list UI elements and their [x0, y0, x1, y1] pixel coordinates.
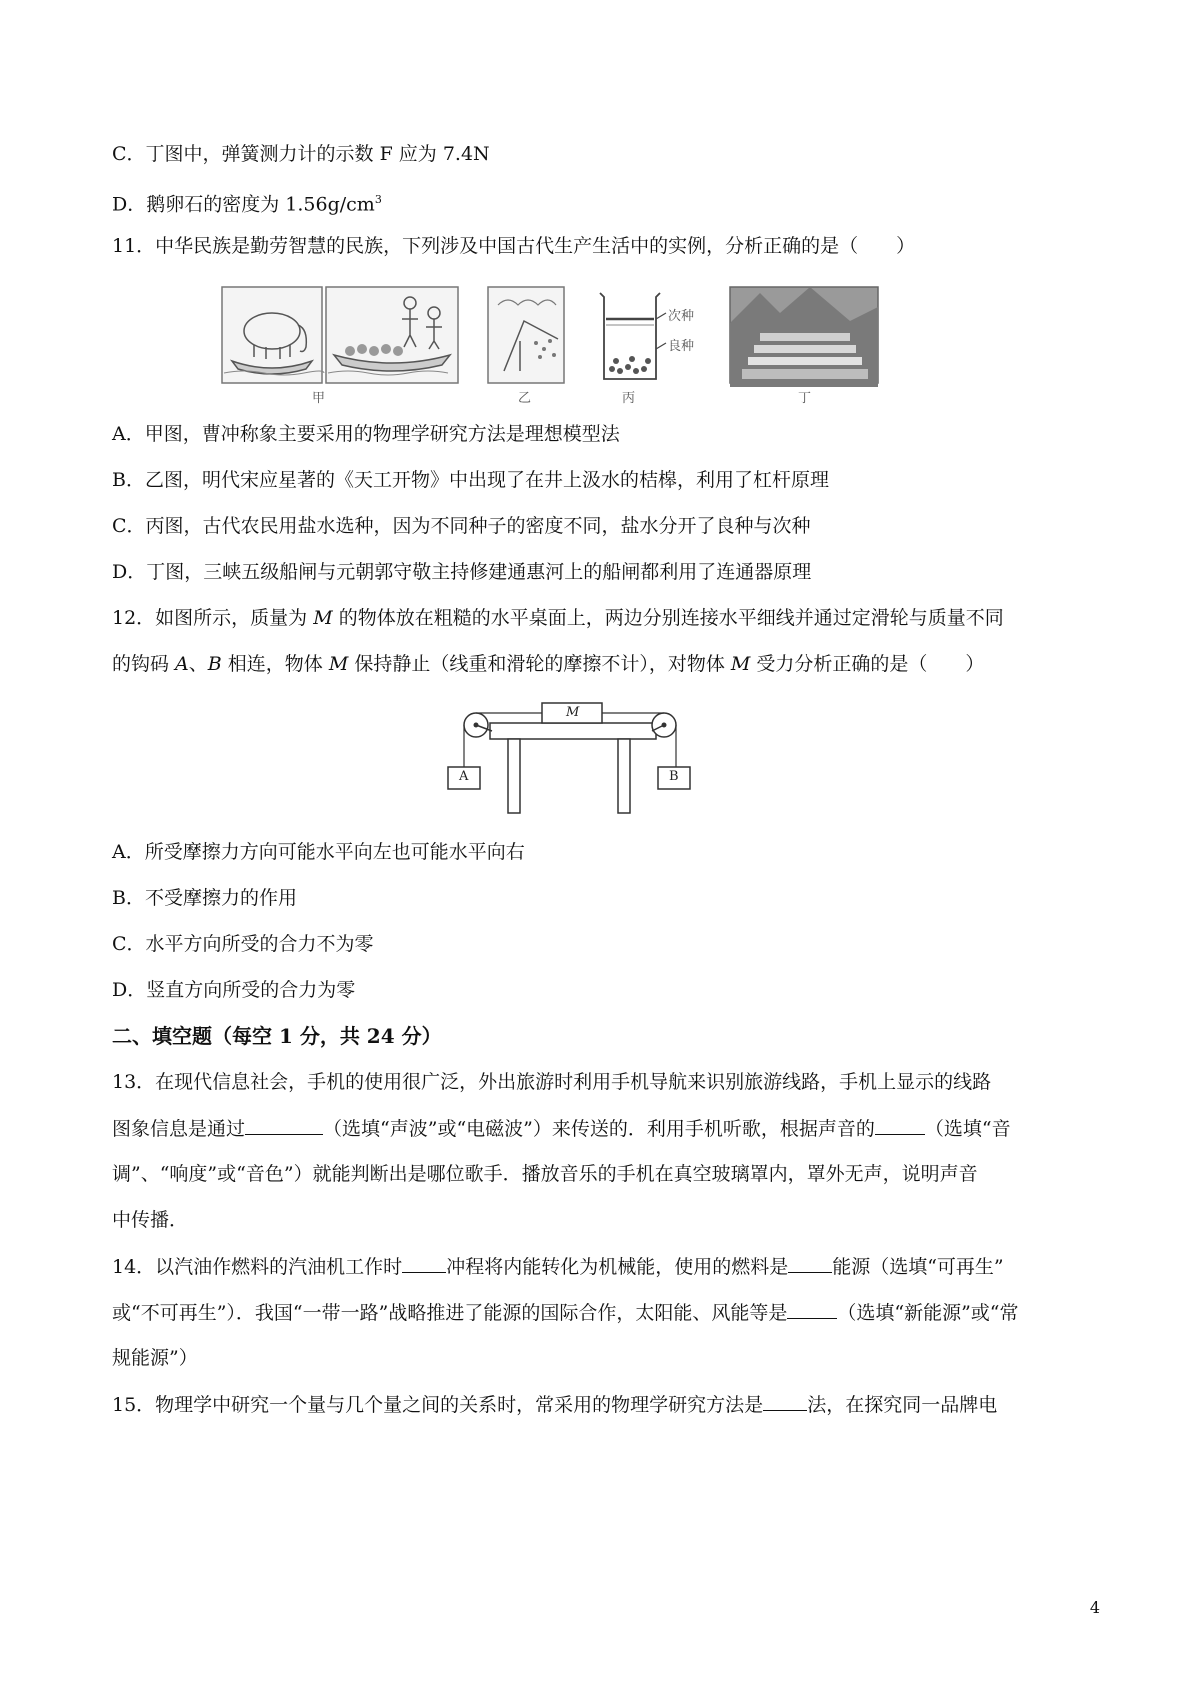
q13-line-2 — [112, 1114, 1011, 1143]
q12-text: 的物体放在粗糙的水平桌面上，两边分别连接水平细线并通过定滑轮与质量不同 — [332, 607, 1004, 629]
q14-text: （选填“新能源”或“常 — [837, 1302, 1019, 1324]
q14-blank-1 — [402, 1252, 446, 1273]
q15-line-1 — [112, 1390, 997, 1419]
dot-icon — [534, 341, 538, 345]
q12-option-c: C．水平方向所受的合力不为零 — [112, 933, 374, 955]
label-pointer-icon — [656, 343, 666, 349]
q12-text: 、 — [188, 653, 208, 675]
q13-line-3: 调”、“响度”或“音色”）就能判断出是哪位歌手．播放音乐的手机在真空玻璃罩内，罩外无声，说明声音 — [112, 1163, 978, 1185]
q12-option-a: A．所受摩擦力方向可能水平向左也可能水平向右 — [112, 841, 525, 863]
q11-option-a: A．甲图，曹冲称象主要采用的物理学研究方法是理想模型法 — [112, 423, 620, 445]
lock-chamber-icon — [748, 357, 862, 365]
q12-text: 保持静止（线重和滑轮的摩擦不计），对物体 — [348, 653, 731, 675]
lock-chamber-icon — [742, 369, 868, 379]
q15-text: 15．物理学中研究一个量与几个量之间的关系时，常采用的物理学研究方法是 — [112, 1394, 764, 1416]
q11-figure — [220, 283, 890, 405]
sunk-seed-icon — [633, 368, 639, 374]
stone-icon — [345, 346, 355, 356]
q10-option-d-sup: 3 — [374, 193, 382, 206]
q12-var-M: M — [313, 607, 333, 629]
sunk-seed-icon — [629, 356, 635, 362]
q12-stem-line-1 — [112, 604, 1004, 632]
q15-text: 法，在探究同一品牌电 — [807, 1394, 998, 1416]
q14-text: 14．以汽油作燃料的汽油机工作时 — [112, 1256, 403, 1278]
q11-label-ding: 丁 — [798, 391, 812, 406]
q14-line-2 — [112, 1298, 1019, 1327]
dot-icon — [542, 347, 546, 351]
stone-icon — [369, 346, 379, 356]
q10-option-d — [112, 186, 382, 218]
q13-line-1: 13．在现代信息社会，手机的使用很广泛，外出旅游时利用手机导航来识别旅游线路，手机上显示的线路 — [112, 1071, 992, 1093]
sunk-seed-icon — [625, 364, 631, 370]
dot-icon — [538, 355, 542, 359]
q11-label-yi: 乙 — [518, 391, 532, 406]
q11-option-c: C．丙图，古代农民用盐水选种，因为不同种子的密度不同，盐水分开了良种与次种 — [112, 515, 811, 537]
q12-text: 受力分析正确的是（ ） — [750, 653, 985, 675]
q14-blank-3 — [787, 1298, 837, 1319]
q12-label-A: A — [459, 769, 469, 784]
q11-label-bing: 丙 — [622, 391, 636, 406]
q14-text: 冲程将内能转化为机械能，使用的燃料是 — [446, 1256, 789, 1278]
q14-line-3: 规能源”） — [112, 1347, 198, 1369]
q11-label-liangzhong: 良种 — [668, 339, 695, 354]
table-leg-right-icon — [618, 739, 630, 813]
sunk-seed-icon — [641, 366, 647, 372]
q12-label-M: M — [566, 705, 580, 720]
q12-option-b: B．不受摩擦力的作用 — [112, 887, 297, 909]
q12-figure — [442, 697, 697, 817]
label-pointer-icon — [656, 313, 666, 319]
lock-chamber-icon — [760, 333, 850, 341]
q13-blank-2 — [875, 1114, 925, 1135]
q10-option-c: C．丁图中，弹簧测力计的示数 F 应为 7.4N — [112, 143, 490, 165]
q11-label-jia: 甲 — [312, 391, 326, 406]
q11-stem: 11．中华民族是勤劳智慧的民族，下列涉及中国古代生产生活中的实例，分析正确的是（ ） — [112, 235, 916, 257]
q12-stem-line-2 — [112, 650, 984, 678]
stone-icon — [393, 346, 403, 356]
lock-chamber-icon — [754, 345, 856, 353]
sunk-seed-icon — [645, 358, 651, 364]
sunk-seed-icon — [609, 366, 615, 372]
section-2-title: 二、填空题（每空 1 分，共 24 分） — [112, 1024, 442, 1048]
q12-var-M: M — [328, 653, 349, 675]
q13-blank-1 — [245, 1114, 323, 1135]
q15-blank-1 — [763, 1390, 807, 1411]
q13-text: （选填“声波”或“电磁波”）来传送的．利用手机听歌，根据声音的 — [323, 1118, 875, 1140]
q12-text: 12．如图所示，质量为 — [112, 607, 314, 629]
table-leg-left-icon — [508, 739, 520, 813]
tabletop-icon — [490, 723, 656, 739]
q12-var-B: B — [207, 653, 222, 675]
q10-option-d-text: D．鹅卵石的密度为 1.56g/cm — [112, 193, 375, 216]
q14-blank-2 — [788, 1252, 832, 1273]
stone-icon — [357, 344, 367, 354]
q13-text: （选填“音 — [924, 1118, 1011, 1140]
q12-text: 的钩码 — [112, 653, 176, 675]
stone-icon — [381, 344, 391, 354]
q14-text: 能源（选填“可再生” — [832, 1256, 1004, 1278]
q12-var-M: M — [730, 653, 751, 675]
dot-icon — [552, 353, 556, 357]
q14-line-1 — [112, 1252, 1004, 1281]
q12-option-d: D．竖直方向所受的合力为零 — [112, 979, 356, 1001]
q12-label-B: B — [669, 769, 679, 784]
q13-line-4: 中传播． — [112, 1209, 189, 1231]
sunk-seed-icon — [617, 368, 623, 374]
sunk-seed-icon — [613, 358, 619, 364]
q11-label-cizhong: 次种 — [668, 309, 695, 324]
page-number: 4 — [1089, 1598, 1100, 1617]
q13-text: 图象信息是通过 — [112, 1118, 246, 1140]
q12-var-A: A — [175, 653, 189, 675]
q14-text: 或“不可再生”）．我国“一带一路”战略推进了能源的国际合作，太阳能、风能等是 — [112, 1302, 788, 1324]
dot-icon — [548, 339, 552, 343]
q11-option-b: B．乙图，明代宋应星著的《天工开物》中出现了在井上汲水的桔槔，利用了杠杆原理 — [112, 469, 829, 491]
q12-text: 相连，物体 — [221, 653, 329, 675]
q11-option-d: D．丁图，三峡五级船闸与元朝郭守敬主持修建通惠河上的船闸都利用了连通器原理 — [112, 561, 812, 583]
